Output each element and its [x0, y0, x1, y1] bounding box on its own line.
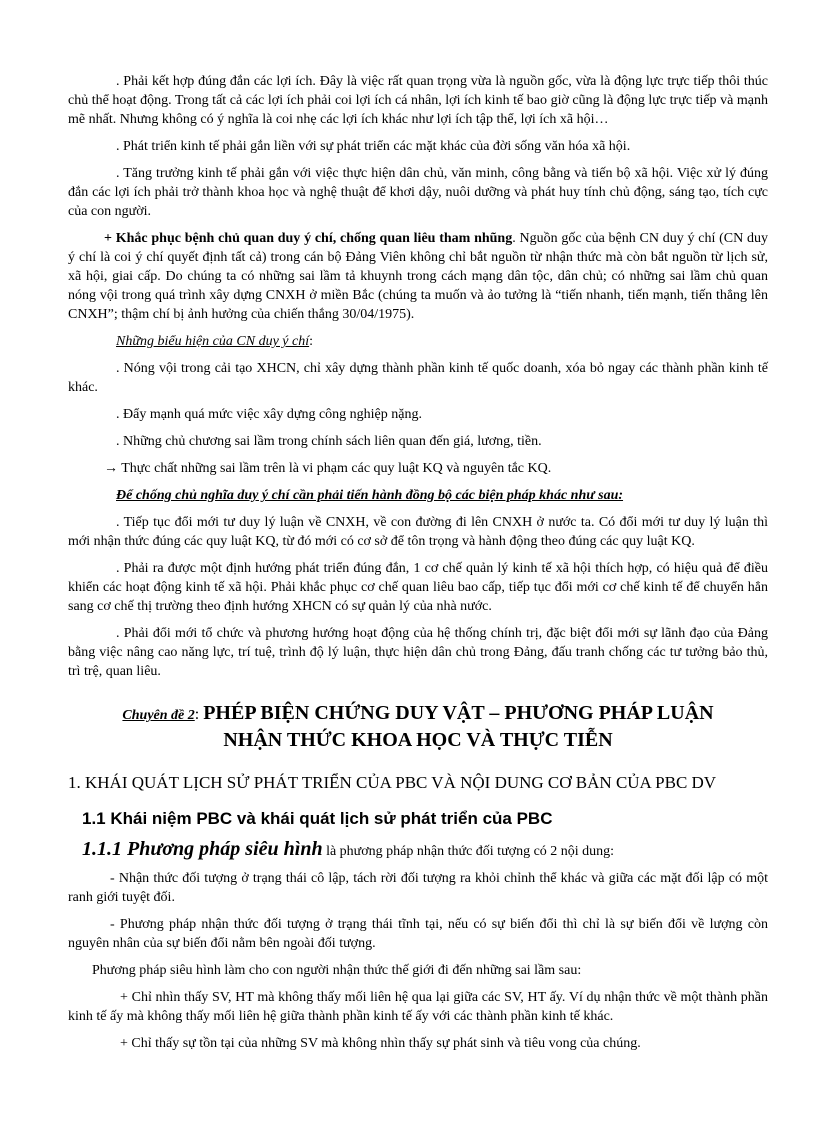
section-1-1-heading: 1.1 Khái niệm PBC và khái quát lịch sử phát triển của PBC [82, 809, 553, 828]
heading-bieu-hien: Những biểu hiện của CN duy ý chí: [116, 334, 313, 349]
paragraph-dinh-huong: . Phải ra được một định hướng phát triển đúng đắn, 1 cơ chế quản lý kinh tế xã hội thích hợp, có hiệu quả để điều khiển các hoạt động kinh tế xã hội. Phải khắc phục cơ chế quan liêu bao cấp, tiếp tục đổi mới cơ chế kinh tế để chuyển hẳn sang cơ chế thị trường theo định hướng XHCN có sự quản lý của nhà nước. [68, 561, 768, 614]
paragraph-loi-ich: . Phải kết hợp đúng đắn các lợi ích. Đây là việc rất quan trọng vừa là nguồn gốc, vừa là động lực trực tiếp thôi thúc chủ thể hoạt động. Trong tất cả các lợi ích phải coi lợi ích cá nhân, lợi ích kinh tế bao giờ cũng là động lực trực tiếp và mạnh mẽ nhất. Nhưng không có ý nghĩa là coi nhẹ các lợi ích khác như lợi ích tập thể, lợi ích xã hội… [68, 74, 768, 127]
paragraph-doi-moi-tu-duy: . Tiếp tục đổi mới tư duy lý luận về CNXH, về con đường đi lên CNXH ở nước ta. Có đổi mới tư duy lý luận thì mới nhận thức đúng các quy luật KQ, từ đó mới có cơ sở để tôn trọng và hành động theo đúng các quy luật KQ. [68, 515, 768, 549]
paragraph-lien-he: + Chỉ nhìn thấy SV, HT mà không thấy mối liên hệ qua lại giữa các SV, HT ấy. Ví dụ nhận thức về một thành phần kinh tế ấy mà không thấy mối liên hệ giữa thành phần kinh tế ấy với các thành phần kinh tế khác. [68, 990, 768, 1024]
paragraph-tang-truong: . Tăng trưởng kinh tế phải gắn với việc thực hiện dân chủ, văn minh, công bằng và tiến bộ xã hội. Việc xử lý đúng đắn các lợi ích phải trở thành khoa học và nghệ thuật để khơi dậy, nuôi dưỡng và phát huy tính chủ động, sáng tạo, tích cực của con người. [68, 166, 768, 219]
chuyen-de-title-line2: NHẬN THỨC KHOA HỌC VÀ THỰC TIỄN [223, 729, 613, 751]
paragraph-he-thong-chinh-tri: . Phải đổi mới tổ chức và phương hướng hoạt động của hệ thống chính trị, đặc biệt đổi mới sự lãnh đạo của Đảng bằng việc nâng cao năng lực, trí tuệ, trình độ lý luận, thực hiện dân chủ trong Đảng, đấu tranh chống các tư tưởng bảo thủ, trì trệ, quan liêu. [68, 626, 768, 679]
chuyen-de-title-line1: PHÉP BIỆN CHỨNG DUY VẬT – PHƯƠNG PHÁP LUẬN [203, 702, 714, 724]
paragraph-ton-tai: + Chỉ thấy sự tồn tại của những SV mà không nhìn thấy sự phát sinh và tiêu vong của chúng. [120, 1036, 641, 1051]
chuyen-de-label: Chuyên đề 2 [122, 708, 195, 723]
paragraph-khac-phuc [68, 229, 768, 324]
heading-chong-duy-y-chi: Để chống chủ nghĩa duy ý chí cần phải tiến hành đồng bộ các biện pháp khác như sau: [116, 488, 624, 503]
paragraph-nong-voi: . Nóng vội trong cải tạo XHCN, chỉ xây dựng thành phần kinh tế quốc doanh, xóa bỏ ngay các thành phần kinh tế khác. [68, 361, 768, 395]
paragraph-tinh-tai: - Phương pháp nhận thức đối tượng ở trạng thái tĩnh tại, nếu có sự biến đổi thì chỉ là sự biến đổi về lượng còn nguyên nhân của sự biến đổi nằm bên ngoài đối tượng. [68, 917, 768, 951]
paragraph-chu-chuong: . Những chủ chương sai lầm trong chính sách liên quan đến giá, lương, tiền. [116, 434, 542, 449]
section-1-1-1-title: 1.1.1 Phương pháp siêu hình [82, 838, 323, 860]
paragraph-co-lap: - Nhận thức đối tượng ở trạng thái cô lập, tách rời đối tượng ra khỏi chỉnh thể khác và giữa các mặt đối lập có một ranh giới tuyệt đối. [68, 871, 768, 905]
document-page [68, 72, 768, 1061]
section-1-heading: 1. KHÁI QUÁT LỊCH SỬ PHÁT TRIỂN CỦA PBC VÀ NỘI DUNG CƠ BẢN CỦA PBC DV [68, 773, 717, 792]
khac-phuc-text: . Nguồn gốc của bệnh CN duy ý chí (CN duy ý chí là coi ý chí quyết định tất cả) trong cán bộ Đảng Viên không chỉ bắt nguồn từ nhận thức mà còn bắt nguồn từ lịch sử, xã hội, giai cấp. Do chúng ta có những sai lầm tả khuynh trong cách mạng dân tộc, dân chủ; có những sai lầm chủ quan nóng vội trong quá trình xây dựng CNXH ở miền Bắc (chúng ta muốn và ảo tưởng là “tiến nhanh, tiến mạnh, tiến thẳng lên CNXH”; thậm chí bị ảnh hưởng của chiến thắng 30/04/1975). [68, 231, 768, 322]
paragraph-cong-nghiep: . Đẩy mạnh quá mức việc xây dựng công nghiệp nặng. [116, 407, 422, 422]
paragraph-phat-trien-kinh-te: . Phát triển kinh tế phải gắn liền với sự phát triển các mặt khác của đời sống văn hóa xã hội. [116, 139, 631, 154]
section-1-1-1-paragraph: 1.1.1 Phương pháp siêu hình là phương pháp nhận thức đối tượng có 2 nội dung: [82, 838, 615, 860]
paragraph-sai-lam: Phương pháp siêu hình làm cho con người nhận thức thế giới đi đến những sai lầm sau: [92, 963, 582, 978]
khac-phuc-heading: + Khắc phục bệnh chủ quan duy ý chí, chống quan liêu tham nhũng [104, 231, 513, 246]
paragraph-thuc-chat: → Thực chất những sai lầm trên là vi phạm các quy luật KQ và nguyên tắc KQ. [104, 461, 552, 476]
chuyen-de-heading: Chuyên đề 2: PHÉP BIỆN CHỨNG DUY VẬT – PHƯƠNG PHÁP LUẬN NHẬN THỨC KHOA HỌC VÀ THỰC TIỄN [122, 702, 714, 751]
